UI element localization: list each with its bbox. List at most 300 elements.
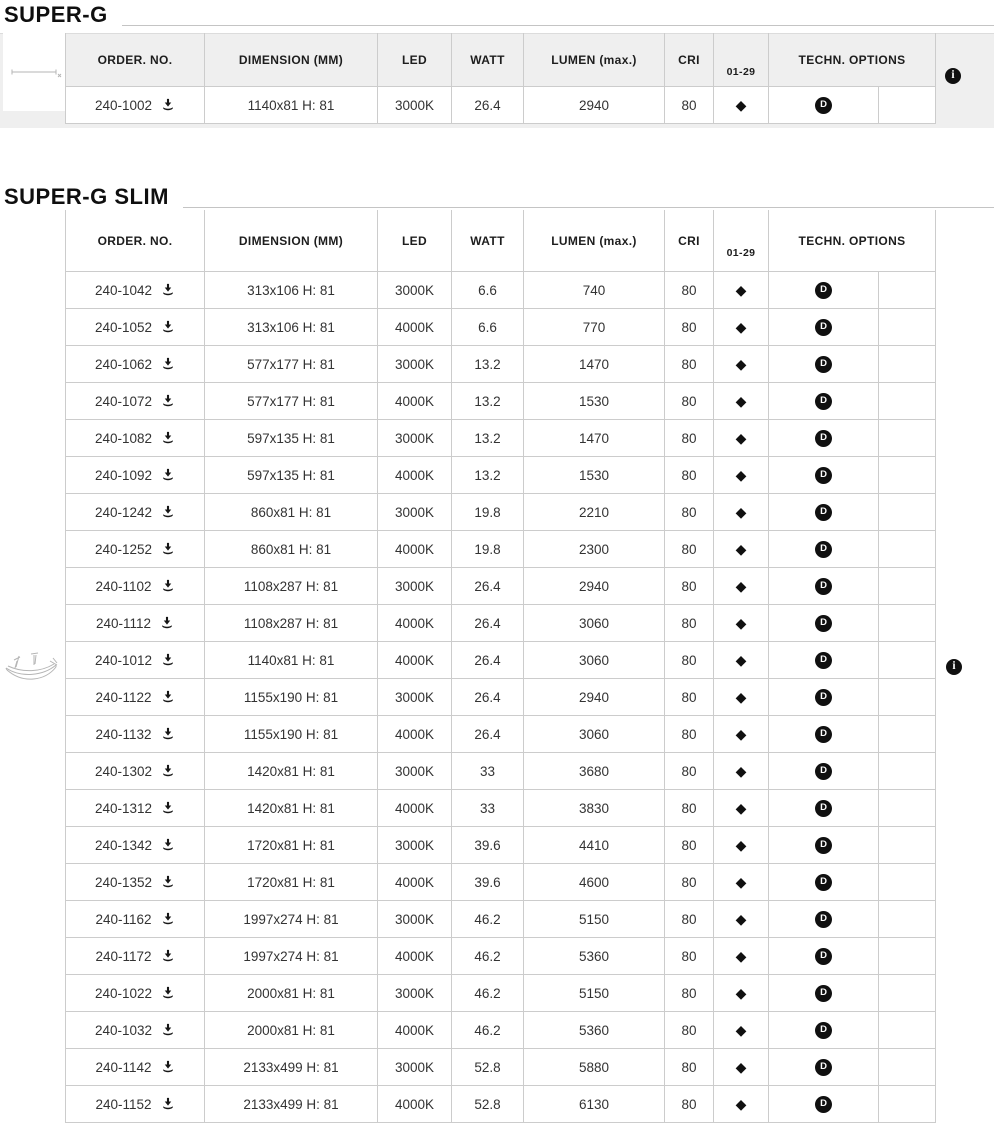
- led-cell: 4000K: [378, 790, 452, 827]
- linear-luminaire-drawing: [3, 33, 65, 111]
- cri-cell: 80: [665, 494, 714, 531]
- lumen-cell: 6130: [524, 1086, 665, 1123]
- order-no-cell: [66, 420, 205, 457]
- lumen-cell: 5150: [524, 975, 665, 1012]
- dali-d-icon: D: [815, 948, 832, 965]
- slim-luminaire-drawing: [1, 641, 63, 691]
- order-no-cell: [66, 1086, 205, 1123]
- dali-d-icon: D: [815, 356, 832, 373]
- cri-cell: 80: [665, 568, 714, 605]
- table-row: [66, 1012, 936, 1049]
- table-row: [66, 901, 936, 938]
- order-no: 240-1052: [94, 319, 153, 335]
- download-icon[interactable]: [161, 838, 175, 852]
- techn-option-cell: [769, 1012, 879, 1049]
- watt-cell: 6.6: [452, 309, 524, 346]
- dimension-cell: 860x81 H: 81: [205, 494, 378, 531]
- order-no-cell: [66, 346, 205, 383]
- empty-cell: [879, 531, 936, 568]
- diamond-icon: ◆: [735, 985, 747, 1002]
- download-icon[interactable]: [161, 468, 175, 482]
- dimension-cell: 577x177 H: 81: [205, 346, 378, 383]
- order-no-cell: [66, 1049, 205, 1086]
- techn-option-cell: [769, 457, 879, 494]
- symbol-01-29-cell: [714, 1049, 769, 1086]
- watt-cell: 19.8: [452, 494, 524, 531]
- led-cell: 3000K: [378, 901, 452, 938]
- dimension-cell: 597x135 H: 81: [205, 457, 378, 494]
- watt-cell: 52.8: [452, 1086, 524, 1123]
- col-header-order-no: ORDER. NO.: [66, 210, 205, 272]
- table-row: [66, 975, 936, 1012]
- diamond-icon: ◆: [735, 467, 747, 484]
- lumen-cell: 3680: [524, 753, 665, 790]
- led-cell: 3000K: [378, 420, 452, 457]
- cri-cell: 80: [665, 753, 714, 790]
- watt-cell: 39.6: [452, 827, 524, 864]
- dimension-cell: 2000x81 H: 81: [205, 975, 378, 1012]
- order-no: 240-1072: [94, 393, 153, 409]
- dali-d-icon: D: [815, 467, 832, 484]
- techn-option-cell: [769, 827, 879, 864]
- led-cell: 4000K: [378, 864, 452, 901]
- download-icon[interactable]: [161, 1023, 175, 1037]
- watt-cell: 6.6: [452, 272, 524, 309]
- download-icon[interactable]: [161, 579, 175, 593]
- table-row: [66, 753, 936, 790]
- section-header-super-g: [4, 2, 994, 28]
- cri-cell: 80: [665, 383, 714, 420]
- order-no: 240-1102: [95, 578, 152, 594]
- order-no: 240-1022: [94, 985, 153, 1001]
- table-row: [66, 864, 936, 901]
- techn-option-cell: [769, 716, 879, 753]
- col-header-watt: WATT: [452, 33, 524, 87]
- watt-cell: 46.2: [452, 901, 524, 938]
- dali-d-icon: D: [815, 689, 832, 706]
- table-row: [66, 790, 936, 827]
- dali-d-icon: D: [815, 97, 832, 114]
- empty-cell: [879, 1012, 936, 1049]
- techn-option-cell: [769, 494, 879, 531]
- symbol-01-29-cell: [714, 309, 769, 346]
- order-no-cell: [66, 864, 205, 901]
- watt-cell: 33: [452, 790, 524, 827]
- table-row: [66, 642, 936, 679]
- cri-cell: 80: [665, 716, 714, 753]
- table-header-row: [66, 33, 936, 87]
- symbol-01-29-cell: [714, 938, 769, 975]
- table-row: [66, 938, 936, 975]
- diamond-icon: ◆: [735, 726, 747, 743]
- symbol-01-29-cell: [714, 346, 769, 383]
- info-icon[interactable]: i: [945, 68, 961, 84]
- download-icon[interactable]: [161, 690, 175, 704]
- section-title: SUPER-G SLIM: [4, 184, 169, 209]
- cri-cell: 80: [665, 642, 714, 679]
- symbol-01-29-cell: [714, 568, 769, 605]
- section-title: SUPER-G: [4, 2, 108, 27]
- dimension-cell: 1140x81 H: 81: [205, 87, 378, 124]
- dali-d-icon: D: [815, 1059, 832, 1076]
- order-no: 240-1012: [94, 652, 153, 668]
- dali-d-icon: D: [815, 541, 832, 558]
- dimension-cell: 1420x81 H: 81: [205, 790, 378, 827]
- table-row: [66, 420, 936, 457]
- lumen-cell: 2940: [524, 568, 665, 605]
- col-header-lumen: LUMEN (max.): [524, 33, 665, 87]
- table-row: [66, 383, 936, 420]
- download-icon[interactable]: [161, 357, 175, 371]
- dimension-cell: 1155x190 H: 81: [205, 679, 378, 716]
- dali-d-icon: D: [815, 985, 832, 1002]
- empty-cell: [879, 679, 936, 716]
- table-row: [66, 827, 936, 864]
- order-no-cell: [66, 87, 205, 124]
- col-header-order-no: ORDER. NO.: [66, 33, 205, 87]
- lumen-cell: 3060: [524, 716, 665, 753]
- table-row: [66, 568, 936, 605]
- download-icon[interactable]: [161, 431, 175, 445]
- order-no: 240-1342: [94, 837, 153, 853]
- diamond-icon: ◆: [735, 800, 747, 817]
- table-row: [66, 309, 936, 346]
- symbol-01-29-cell: [714, 642, 769, 679]
- super-g-slim-table: [65, 210, 936, 1123]
- cri-cell: 80: [665, 346, 714, 383]
- techn-option-cell: [769, 864, 879, 901]
- order-no-cell: [66, 753, 205, 790]
- cri-cell: 80: [665, 531, 714, 568]
- dimension-cell: 1720x81 H: 81: [205, 827, 378, 864]
- download-icon[interactable]: [161, 764, 175, 778]
- techn-option-cell: [769, 753, 879, 790]
- col-header-lumen: LUMEN (max.): [524, 210, 665, 272]
- download-icon[interactable]: [161, 727, 175, 741]
- led-cell: 4000K: [378, 605, 452, 642]
- col-header-techn-options: TECHN. OPTIONS: [769, 33, 936, 87]
- download-icon[interactable]: [161, 394, 175, 408]
- dali-d-icon: D: [815, 874, 832, 891]
- diamond-icon: ◆: [735, 911, 747, 928]
- dimension-cell: 1108x287 H: 81: [205, 605, 378, 642]
- empty-cell: [879, 901, 936, 938]
- empty-cell: [879, 457, 936, 494]
- dali-d-icon: D: [815, 726, 832, 743]
- diamond-icon: ◆: [735, 430, 747, 447]
- lumen-cell: 770: [524, 309, 665, 346]
- table-row: [66, 1086, 936, 1123]
- dali-d-icon: D: [815, 837, 832, 854]
- watt-cell: 46.2: [452, 975, 524, 1012]
- download-icon[interactable]: [161, 98, 175, 112]
- col-header-01-29: 01-29: [714, 33, 769, 87]
- order-no: 240-1002: [94, 97, 153, 113]
- lumen-cell: 1470: [524, 346, 665, 383]
- order-no: 240-1252: [94, 541, 153, 557]
- symbol-01-29-cell: [714, 457, 769, 494]
- col-header-dimension: DIMENSION (MM): [205, 33, 378, 87]
- section-header-super-g-slim: [4, 184, 994, 210]
- lumen-cell: 4410: [524, 827, 665, 864]
- order-no: 240-1312: [94, 800, 153, 816]
- download-icon[interactable]: [161, 505, 175, 519]
- table-row: [66, 494, 936, 531]
- order-no-cell: [66, 1012, 205, 1049]
- info-icon[interactable]: i: [946, 659, 962, 675]
- lumen-cell: 5150: [524, 901, 665, 938]
- symbol-01-29-cell: [714, 420, 769, 457]
- col-header-01-29: 01-29: [714, 210, 769, 272]
- diamond-icon: ◆: [735, 689, 747, 706]
- techn-option-cell: [769, 605, 879, 642]
- empty-cell: [879, 272, 936, 309]
- dali-d-icon: D: [815, 504, 832, 521]
- cri-cell: 80: [665, 827, 714, 864]
- order-no-cell: [66, 309, 205, 346]
- techn-option-cell: [769, 531, 879, 568]
- cri-cell: 80: [665, 679, 714, 716]
- order-no: 240-1132: [95, 726, 152, 742]
- cri-cell: 80: [665, 901, 714, 938]
- table-header-row: [66, 210, 936, 272]
- symbol-01-29-cell: [714, 87, 769, 124]
- heading-rule: [122, 25, 994, 26]
- lumen-cell: 5360: [524, 938, 665, 975]
- dimension-cell: 860x81 H: 81: [205, 531, 378, 568]
- diamond-icon: ◆: [735, 541, 747, 558]
- dimension-cell: 1420x81 H: 81: [205, 753, 378, 790]
- led-cell: 4000K: [378, 457, 452, 494]
- table-row: [66, 531, 936, 568]
- order-no: 240-1352: [94, 874, 153, 890]
- techn-option-cell: [769, 1086, 879, 1123]
- led-cell: 3000K: [378, 827, 452, 864]
- download-icon[interactable]: [161, 1060, 175, 1074]
- techn-option-cell: [769, 420, 879, 457]
- techn-option-cell: [769, 383, 879, 420]
- order-no-cell: [66, 938, 205, 975]
- symbol-01-29-cell: [714, 753, 769, 790]
- cri-cell: 80: [665, 87, 714, 124]
- col-header-watt: WATT: [452, 210, 524, 272]
- dali-d-icon: D: [815, 652, 832, 669]
- dimension-cell: 2133x499 H: 81: [205, 1086, 378, 1123]
- diamond-icon: ◆: [735, 504, 747, 521]
- empty-cell: [879, 790, 936, 827]
- dali-d-icon: D: [815, 578, 832, 595]
- cri-cell: 80: [665, 1086, 714, 1123]
- dimension-cell: 597x135 H: 81: [205, 420, 378, 457]
- dimension-cell: 1155x190 H: 81: [205, 716, 378, 753]
- diamond-icon: ◆: [735, 874, 747, 891]
- download-icon[interactable]: [161, 653, 175, 667]
- order-no-cell: [66, 383, 205, 420]
- symbol-01-29-cell: [714, 494, 769, 531]
- cri-cell: 80: [665, 1049, 714, 1086]
- watt-cell: 26.4: [452, 679, 524, 716]
- dimension-cell: 2133x499 H: 81: [205, 1049, 378, 1086]
- dimension-cell: 313x106 H: 81: [205, 272, 378, 309]
- table-row: [66, 87, 936, 124]
- lumen-cell: 5360: [524, 1012, 665, 1049]
- led-cell: 3000K: [378, 272, 452, 309]
- download-icon[interactable]: [161, 875, 175, 889]
- led-cell: 4000K: [378, 938, 452, 975]
- symbol-01-29-cell: [714, 605, 769, 642]
- empty-cell: [879, 1049, 936, 1086]
- symbol-01-29-cell: [714, 1086, 769, 1123]
- col-header-led: LED: [378, 210, 452, 272]
- watt-cell: 26.4: [452, 716, 524, 753]
- watt-cell: 46.2: [452, 938, 524, 975]
- dali-d-icon: D: [815, 319, 832, 336]
- order-no: 240-1142: [95, 1059, 152, 1075]
- order-no: 240-1172: [95, 948, 152, 964]
- diamond-icon: ◆: [735, 97, 747, 114]
- col-header-led: LED: [378, 33, 452, 87]
- diamond-icon: ◆: [735, 652, 747, 669]
- dali-d-icon: D: [815, 430, 832, 447]
- watt-cell: 26.4: [452, 87, 524, 124]
- download-icon[interactable]: [161, 986, 175, 1000]
- table-row: [66, 272, 936, 309]
- order-no: 240-1062: [94, 356, 153, 372]
- dimension-cell: 1720x81 H: 81: [205, 864, 378, 901]
- led-cell: 4000K: [378, 309, 452, 346]
- cri-cell: 80: [665, 420, 714, 457]
- empty-cell: [879, 87, 936, 124]
- led-cell: 3000K: [378, 1049, 452, 1086]
- diamond-icon: ◆: [735, 393, 747, 410]
- download-icon[interactable]: [161, 949, 175, 963]
- lumen-cell: 3060: [524, 605, 665, 642]
- cri-cell: 80: [665, 457, 714, 494]
- lumen-cell: 5880: [524, 1049, 665, 1086]
- lumen-cell: 2940: [524, 87, 665, 124]
- order-no: 240-1242: [94, 504, 153, 520]
- cri-cell: 80: [665, 790, 714, 827]
- diamond-icon: ◆: [735, 1096, 747, 1113]
- lumen-cell: 2300: [524, 531, 665, 568]
- empty-cell: [879, 420, 936, 457]
- dali-d-icon: D: [815, 800, 832, 817]
- watt-cell: 26.4: [452, 568, 524, 605]
- table-row: [66, 716, 936, 753]
- lumen-cell: 2210: [524, 494, 665, 531]
- dali-d-icon: D: [815, 393, 832, 410]
- empty-cell: [879, 975, 936, 1012]
- order-no: 240-1152: [95, 1096, 152, 1112]
- diamond-icon: ◆: [735, 282, 747, 299]
- order-no-cell: [66, 605, 205, 642]
- diamond-icon: ◆: [735, 319, 747, 336]
- lumen-cell: 1470: [524, 420, 665, 457]
- led-cell: 4000K: [378, 383, 452, 420]
- download-icon[interactable]: [161, 542, 175, 556]
- order-no-cell: [66, 975, 205, 1012]
- order-no-cell: [66, 716, 205, 753]
- led-cell: 3000K: [378, 679, 452, 716]
- dali-d-icon: D: [815, 1096, 832, 1113]
- techn-option-cell: [769, 642, 879, 679]
- order-no-cell: [66, 494, 205, 531]
- symbol-01-29-cell: [714, 383, 769, 420]
- download-icon[interactable]: [160, 616, 174, 630]
- diamond-icon: ◆: [735, 763, 747, 780]
- empty-cell: [879, 494, 936, 531]
- led-cell: 3000K: [378, 494, 452, 531]
- cri-cell: 80: [665, 605, 714, 642]
- download-icon[interactable]: [161, 283, 175, 297]
- techn-option-cell: [769, 901, 879, 938]
- lumen-cell: 3060: [524, 642, 665, 679]
- symbol-01-29-cell: [714, 975, 769, 1012]
- empty-cell: [879, 642, 936, 679]
- order-no-cell: [66, 790, 205, 827]
- diamond-icon: ◆: [735, 615, 747, 632]
- led-cell: 4000K: [378, 531, 452, 568]
- diamond-icon: ◆: [735, 1022, 747, 1039]
- order-no-cell: [66, 272, 205, 309]
- watt-cell: 13.2: [452, 383, 524, 420]
- symbol-01-29-cell: [714, 679, 769, 716]
- empty-cell: [879, 753, 936, 790]
- order-no-cell: [66, 679, 205, 716]
- techn-option-cell: [769, 87, 879, 124]
- download-icon[interactable]: [161, 1097, 175, 1111]
- download-icon[interactable]: [161, 912, 175, 926]
- order-no-cell: [66, 457, 205, 494]
- order-no: 240-1032: [94, 1022, 153, 1038]
- empty-cell: [879, 827, 936, 864]
- cri-cell: 80: [665, 272, 714, 309]
- order-no: 240-1122: [95, 689, 152, 705]
- empty-cell: [879, 605, 936, 642]
- led-cell: 3000K: [378, 975, 452, 1012]
- order-no: 240-1042: [94, 282, 153, 298]
- dali-d-icon: D: [815, 911, 832, 928]
- dali-d-icon: D: [815, 282, 832, 299]
- led-cell: 4000K: [378, 1086, 452, 1123]
- symbol-01-29-cell: [714, 1012, 769, 1049]
- dimension-cell: 577x177 H: 81: [205, 383, 378, 420]
- techn-option-cell: [769, 938, 879, 975]
- table-row: [66, 1049, 936, 1086]
- lumen-cell: 1530: [524, 457, 665, 494]
- watt-cell: 52.8: [452, 1049, 524, 1086]
- table-row: [66, 605, 936, 642]
- watt-cell: 26.4: [452, 605, 524, 642]
- techn-option-cell: [769, 346, 879, 383]
- empty-cell: [879, 383, 936, 420]
- led-cell: 4000K: [378, 716, 452, 753]
- symbol-01-29-cell: [714, 901, 769, 938]
- download-icon[interactable]: [161, 320, 175, 334]
- table-row: [66, 346, 936, 383]
- diamond-icon: ◆: [735, 837, 747, 854]
- super-g-table: [65, 33, 936, 124]
- download-icon[interactable]: [161, 801, 175, 815]
- empty-cell: [879, 864, 936, 901]
- led-cell: 3000K: [378, 87, 452, 124]
- col-header-dimension: DIMENSION (MM): [205, 210, 378, 272]
- watt-cell: 26.4: [452, 642, 524, 679]
- watt-cell: 13.2: [452, 420, 524, 457]
- dimension-cell: 1997x274 H: 81: [205, 938, 378, 975]
- symbol-01-29-cell: [714, 790, 769, 827]
- heading-rule: [183, 207, 994, 208]
